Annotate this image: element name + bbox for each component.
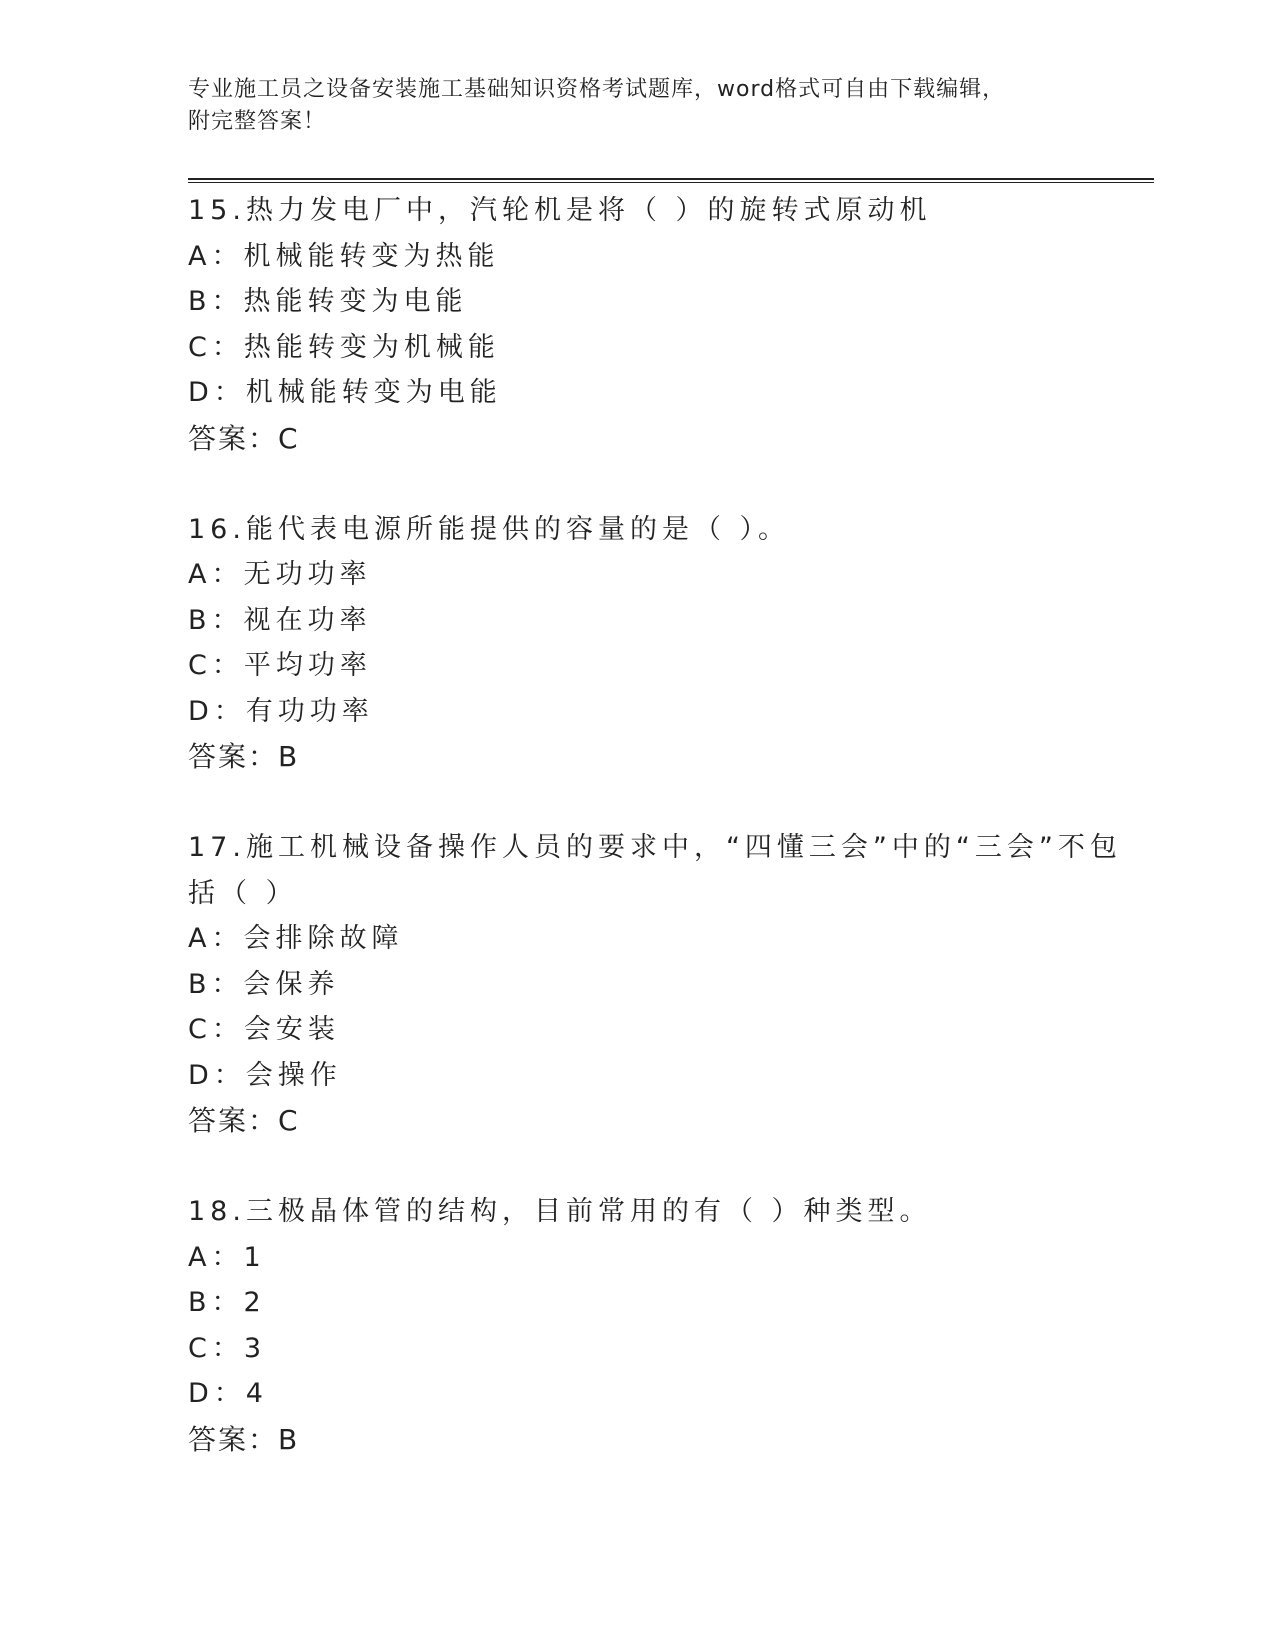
option-b: B：视在功率 (188, 604, 372, 636)
option-a: A：会排除故障 (188, 923, 404, 954)
answer: 答案：B (188, 1422, 300, 1456)
option-a: A：1 (188, 1241, 266, 1273)
option-c: C：会安装 (188, 1014, 340, 1045)
answer: 答案：B (188, 740, 300, 773)
divider-thick-line (188, 178, 1154, 180)
answer: 答案：C (188, 421, 300, 455)
question-spacer (188, 1144, 1088, 1190)
option-b: B：2 (188, 1287, 266, 1318)
question-spacer (188, 461, 1088, 507)
question-stem: 18.三极晶体管的结构，目前常用的有（ ）种类型。 (188, 1196, 932, 1227)
question-stem: 15.热力发电厂中，汽轮机是将（ ）的旋转式原动机 (188, 195, 932, 226)
header-line-2: 附完整答案！ (188, 109, 327, 134)
question-18 (188, 1189, 1088, 1462)
question-15 (188, 188, 1088, 461)
option-d: D：有功功率 (188, 695, 374, 727)
question-list (188, 188, 1122, 1462)
option-d: D：机械能转变为电能 (188, 377, 502, 408)
question-stem-line-2: 括（ ） (188, 877, 298, 909)
option-b: B：热能转变为电能 (188, 286, 468, 317)
question-stem: 16.能代表电源所能提供的容量的是（ ）。 (188, 513, 791, 545)
option-c: C：3 (188, 1332, 267, 1364)
question-stem-line-1: 17.施工机械设备操作人员的要求中，“四懂三会”中的“三会”不包 (188, 832, 1122, 863)
question-16 (188, 507, 1088, 780)
option-b: B：会保养 (188, 968, 340, 1000)
option-c: C：热能转变为机械能 (188, 331, 500, 363)
answer: 答案：C (188, 1104, 300, 1137)
option-a: A：无功功率 (188, 559, 372, 590)
header-divider (188, 178, 1154, 184)
option-a: A：机械能转变为热能 (188, 240, 500, 272)
option-d: D：4 (188, 1378, 268, 1409)
header-line-1: 专业施工员之设备安装施工基础知识资格考试题库，word格式可自由下载编辑， (188, 77, 1006, 102)
document-header (188, 74, 1088, 138)
option-c: C：平均功率 (188, 650, 372, 681)
option-d: D：会操作 (188, 1059, 342, 1091)
question-spacer (188, 780, 1088, 826)
question-17 (188, 825, 1122, 1144)
divider-thin-line (188, 182, 1154, 183)
